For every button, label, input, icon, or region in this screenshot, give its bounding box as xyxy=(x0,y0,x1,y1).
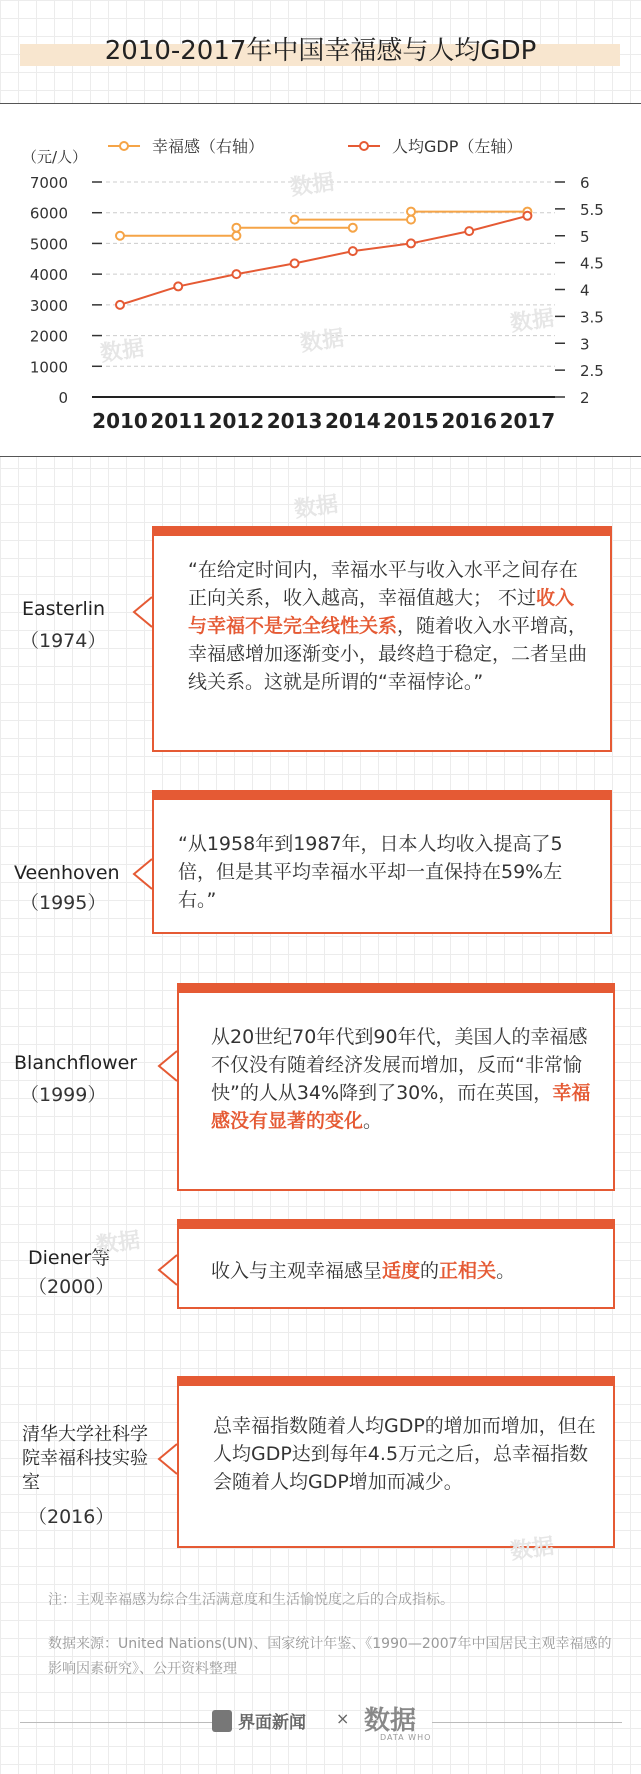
legend-marker xyxy=(360,142,368,150)
quote-text xyxy=(211,1257,601,1285)
quote-box-bar xyxy=(177,1376,615,1386)
gdp-point xyxy=(523,212,531,220)
happiness-point xyxy=(407,216,415,224)
quote-text xyxy=(211,1023,591,1135)
happiness-point xyxy=(232,224,240,232)
quote-text xyxy=(178,830,592,914)
quote-box-bar xyxy=(177,983,615,993)
quote-year: （1999） xyxy=(20,1084,107,1106)
quote-segment: 。 xyxy=(363,1110,383,1132)
y-right-tick-label: 3.5 xyxy=(580,308,604,327)
x-tick-label: 2011 xyxy=(150,409,207,433)
notch-arrow xyxy=(134,859,152,889)
quote-segment: 从20世纪70年代到90年代，美国人的幸福感不仅没有随着经济发展而增加，反而“非常愉快”的人从34%降到了30%，而在英国， xyxy=(211,1026,588,1104)
gdp-point xyxy=(465,227,473,235)
happiness-point xyxy=(291,216,299,224)
footer-brand-jiemian: 界面新闻 xyxy=(238,1713,306,1733)
y-left-tick-label: 4000 xyxy=(29,266,68,285)
quote-box xyxy=(152,526,612,752)
y-right-tick-label: 2.5 xyxy=(580,362,604,381)
watermark: 数据 xyxy=(94,1227,142,1259)
notch-arrow xyxy=(159,1444,177,1474)
footer-rule-left xyxy=(20,1722,220,1723)
x-tick-label: 2014 xyxy=(324,409,381,433)
gdp-point xyxy=(174,282,182,290)
x-tick-label: 2017 xyxy=(499,409,556,433)
y-left-tick-label: 3000 xyxy=(29,296,68,315)
notch-arrow xyxy=(159,1051,177,1081)
x-tick-label: 2015 xyxy=(383,409,439,433)
quote-author: Easterlin xyxy=(22,598,106,620)
data-source: 数据来源：United Nations(UN)、国家统计年鉴、《1990—2007年中国居民主观幸福感的影响因素研究》、公开资料整理 xyxy=(48,1636,612,1677)
y-left-tick-label: 6000 xyxy=(29,204,68,223)
quote-author: Diener等 xyxy=(28,1247,111,1269)
quote-box xyxy=(152,790,612,934)
quote-box xyxy=(177,1219,615,1309)
page-title: 2010-2017年中国幸福感与人均GDP xyxy=(104,36,537,66)
y-left-tick-label: 1000 xyxy=(29,358,68,377)
y-right-tick-label: 4.5 xyxy=(580,254,604,273)
x-tick-label: 2012 xyxy=(208,409,265,433)
footer-separator: × xyxy=(336,1709,350,1728)
x-tick-label: 2013 xyxy=(266,409,323,433)
footer-brand-data-logo: 数据 xyxy=(364,1706,417,1736)
y-left-tick-label: 0 xyxy=(58,389,68,407)
quote-box-bar xyxy=(152,790,612,800)
quote-box xyxy=(177,983,615,1191)
x-tick-label: 2016 xyxy=(441,409,498,433)
gdp-point xyxy=(291,259,299,267)
quote-year: （2000） xyxy=(28,1276,115,1298)
quote-highlight: 正相关 xyxy=(439,1260,497,1282)
y-left-unit: （元/人） xyxy=(22,148,88,166)
y-right-tick-label: 3 xyxy=(580,335,590,354)
quote-box-bar xyxy=(152,526,612,536)
watermark: 数据 xyxy=(292,491,340,523)
y-left-tick-label: 2000 xyxy=(29,327,68,346)
x-tick-label: 2010 xyxy=(92,409,148,433)
quote-year: （1974） xyxy=(20,630,107,652)
quote-box-bar xyxy=(177,1219,615,1229)
quote-segment: “从1958年到1987年，日本人均收入提高了5倍，但是其平均幸福水平却一直保持在59%左右。” xyxy=(178,833,563,911)
gdp-point xyxy=(349,247,357,255)
legend-label: 人均GDP（左轴） xyxy=(392,137,523,156)
legend-marker xyxy=(120,142,128,150)
jiemian-logo-icon xyxy=(212,1710,232,1732)
happiness-point xyxy=(407,208,415,216)
notch-arrow xyxy=(134,597,152,627)
quote-author: 清华大学社科学院幸福科技实验室 xyxy=(22,1424,148,1493)
quote-segment: 总幸福指数随着人均GDP的增加而增加，但在人均GDP达到每年4.5万元之后，总幸福指数会随着人均GDP增加而减少。 xyxy=(213,1415,596,1493)
gdp-point xyxy=(232,270,240,278)
footnote: 注：主观幸福感为综合生活满意度和生活愉悦度之后的合成指标。 xyxy=(48,1592,454,1608)
happiness-point xyxy=(232,232,240,240)
quote-text xyxy=(188,556,588,696)
quote-segment: 的 xyxy=(420,1260,440,1282)
footer-brand-data-sub: DATA WHO xyxy=(380,1733,432,1742)
quote-author: Veenhoven xyxy=(14,862,120,884)
quote-year: （2016） xyxy=(28,1506,115,1528)
quote-segment: 收入与主观幸福感呈 xyxy=(211,1260,383,1282)
line-chart xyxy=(0,104,641,456)
quote-highlight: 幸福感没有显著的变化 xyxy=(211,1082,591,1132)
y-right-tick-label: 5 xyxy=(580,227,590,246)
chart-panel xyxy=(0,103,641,457)
quote-highlight: 收入与幸福不是完全线性关系 xyxy=(188,587,575,637)
quote-segment: ，随着收入水平增高，幸福感增加逐渐变小，最终趋于稳定，二者呈曲线关系。这就是所谓的“幸福悖论。” xyxy=(188,615,588,693)
y-right-tick-label: 5.5 xyxy=(580,200,604,219)
happiness-point xyxy=(116,232,124,240)
y-right-tick-label: 4 xyxy=(580,281,590,300)
y-left-tick-label: 7000 xyxy=(29,174,68,192)
gdp-point xyxy=(116,301,124,309)
watermark: 数据 xyxy=(508,1533,556,1565)
quote-text xyxy=(213,1412,599,1496)
y-right-tick-label: 2 xyxy=(580,389,590,407)
quote-segment: “在给定时间内，幸福水平与收入水平之间存在正向关系，收入越高，幸福值越大； 不过 xyxy=(188,559,578,609)
notch-arrow xyxy=(159,1255,177,1285)
quote-year: （1995） xyxy=(20,892,107,914)
watermark: 数据 xyxy=(288,169,336,201)
y-left-tick-label: 5000 xyxy=(29,235,68,254)
watermark: 数据 xyxy=(98,335,146,367)
quote-author: Blanchflower xyxy=(14,1052,138,1074)
gdp-point xyxy=(407,239,415,247)
y-right-tick-label: 6 xyxy=(580,174,590,192)
quote-highlight: 适度 xyxy=(382,1260,421,1282)
watermark: 数据 xyxy=(298,325,346,357)
footer-rule-right xyxy=(432,1722,622,1723)
quote-box xyxy=(177,1376,615,1548)
watermark: 数据 xyxy=(508,305,556,337)
quote-segment: 。 xyxy=(496,1260,516,1282)
legend-label: 幸福感（右轴） xyxy=(152,137,265,156)
happiness-point xyxy=(349,224,357,232)
